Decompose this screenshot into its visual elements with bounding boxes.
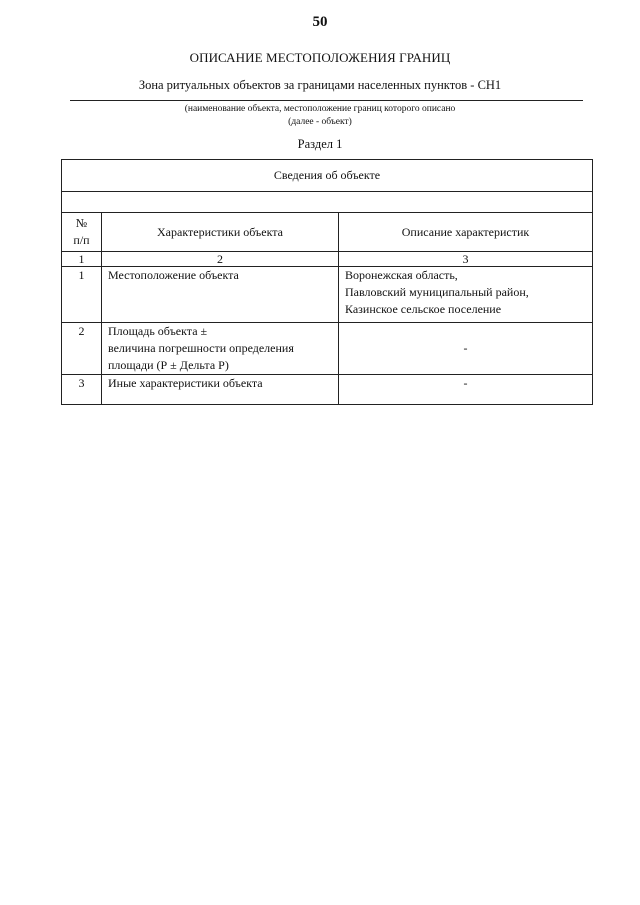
object-caption [0, 103, 640, 129]
characteristic-line: Площадь объекта ± [108, 324, 208, 338]
page-number: 50 [312, 14, 328, 30]
row-number: 2 [62, 323, 102, 375]
characteristic-line: величина погрешности определения [108, 341, 294, 355]
object-name: Зона ритуальных объектов за границами населенных пунктов - СН1 [138, 78, 502, 92]
caption-line-2: (далее - объект) [288, 117, 352, 127]
column-number-row [62, 252, 593, 267]
table-row [62, 375, 593, 405]
header-num [62, 213, 102, 252]
table-title-row [62, 160, 593, 192]
section-label: Раздел 1 [297, 137, 343, 151]
row-description: - [339, 375, 593, 405]
row-number: 1 [62, 267, 102, 323]
caption-line-1: (наименование объекта, местоположение границ которого описано [184, 104, 456, 114]
underline-rule [70, 100, 583, 101]
description-line: Казинское сельское поселение [345, 302, 502, 316]
table-title: Сведения об объекте [62, 160, 593, 192]
row-description [339, 267, 593, 323]
characteristic-line: Местоположение объекта [108, 268, 239, 282]
row-number: 3 [62, 375, 102, 405]
row-description: - [339, 323, 593, 375]
header-description: Описание характеристик [339, 213, 593, 252]
column-number-3: 3 [339, 252, 593, 267]
description-line: Павловский муниципальный район, [345, 285, 529, 299]
row-characteristic [102, 267, 339, 323]
row-characteristic [102, 375, 339, 405]
column-number-2: 2 [102, 252, 339, 267]
blank-cell [62, 192, 593, 213]
table-blank-row [62, 192, 593, 213]
characteristic-line: Иные характеристики объекта [108, 376, 263, 390]
row-characteristic [102, 323, 339, 375]
column-header-row [62, 213, 593, 252]
header-num-line-2: п/п [73, 233, 90, 247]
header-num-line-1: № [75, 216, 88, 230]
column-number-1: 1 [62, 252, 102, 267]
document-title: ОПИСАНИЕ МЕСТОПОЛОЖЕНИЯ ГРАНИЦ [189, 50, 451, 65]
header-characteristics: Характеристики объекта [102, 213, 339, 252]
characteristic-line: площади (Р ± Дельта Р) [108, 358, 229, 372]
object-info-table [61, 159, 593, 405]
description-line: Воронежская область, [345, 268, 458, 282]
table-row [62, 267, 593, 323]
table-row [62, 323, 593, 375]
